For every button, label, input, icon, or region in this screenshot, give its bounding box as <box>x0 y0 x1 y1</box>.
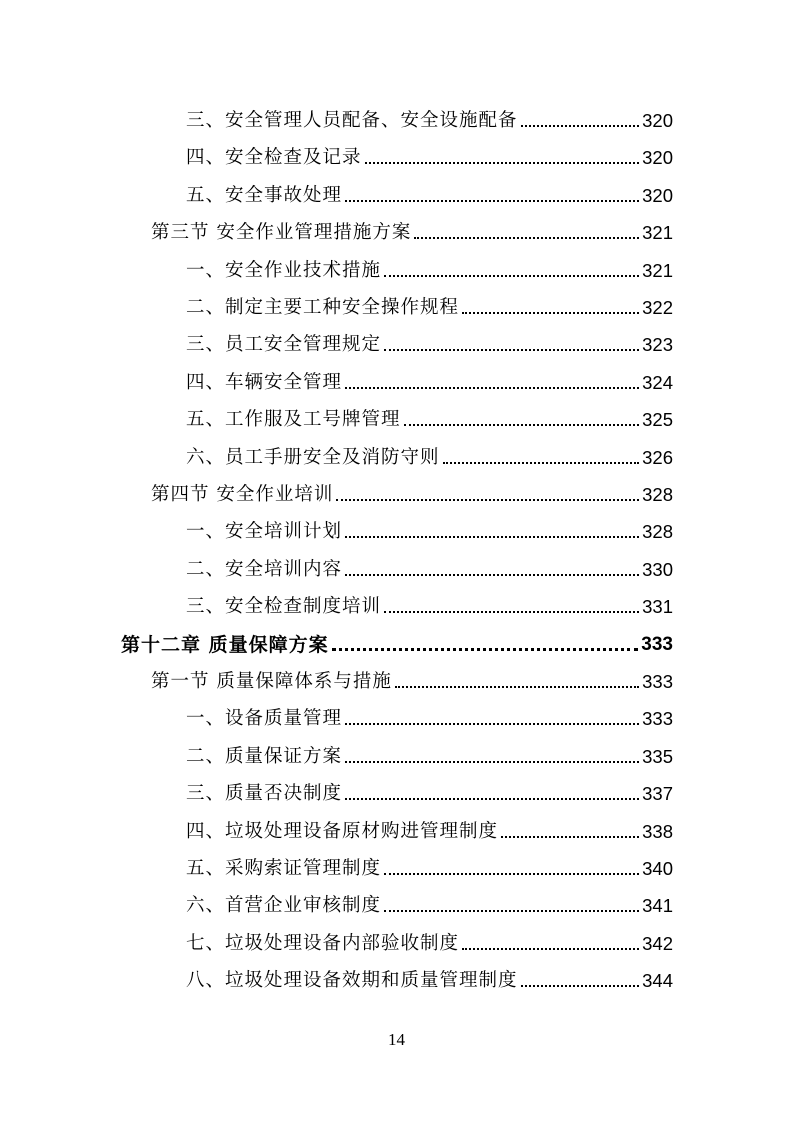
toc-leader-dots <box>345 761 639 763</box>
toc-entry-page: 326 <box>642 446 673 468</box>
toc-entry-label: 二、质量保证方案 <box>186 745 343 767</box>
toc-entry-label: 第四节 安全作业培训 <box>151 484 334 505</box>
toc-section-entry[interactable] <box>151 664 673 694</box>
toc-leader-dots <box>414 237 639 239</box>
toc-leader-dots <box>384 873 639 875</box>
toc-item-entry[interactable] <box>186 926 673 956</box>
toc-entry-label: 六、员工手册安全及消防守则 <box>186 446 440 468</box>
toc-entry-page: 320 <box>642 184 673 206</box>
toc-leader-dots <box>395 686 639 688</box>
toc-item-entry[interactable] <box>186 103 673 133</box>
toc-leader-dots <box>345 536 639 538</box>
toc-entry-page: 320 <box>642 110 673 131</box>
toc-item-entry[interactable] <box>186 253 673 283</box>
toc-entry-page: 340 <box>642 858 673 879</box>
toc-item-entry[interactable] <box>186 589 673 619</box>
toc-entry-label: 三、员工安全管理规定 <box>186 334 382 356</box>
toc-entry-page: 321 <box>642 259 673 281</box>
toc-entry-label: 六、首营企业审核制度 <box>186 895 382 917</box>
toc-item-entry[interactable] <box>186 851 673 881</box>
toc-entry-page: 325 <box>642 409 673 431</box>
toc-item-entry[interactable] <box>186 776 673 806</box>
toc-entry-page: 331 <box>642 596 673 618</box>
toc-entry-label: 第三节 安全作业管理措施方案 <box>151 222 412 244</box>
toc-leader-dots <box>345 387 639 389</box>
toc-entry-label: 八、垃圾处理设备效期和质量管理制度 <box>186 970 518 992</box>
toc-entry-page: 333 <box>641 633 673 655</box>
toc-leader-dots <box>443 462 640 464</box>
toc-entry-label: 二、制定主要工种安全操作规程 <box>186 297 460 318</box>
toc-section-entry[interactable] <box>151 215 673 245</box>
toc-entry-label: 三、安全检查制度培训 <box>186 596 382 618</box>
toc-entry-label: 五、工作服及工号牌管理 <box>186 409 401 431</box>
toc-entry-page: 341 <box>642 895 673 917</box>
toc-chapter-entry[interactable] <box>121 627 673 657</box>
toc-leader-dots <box>345 574 639 576</box>
toc-leader-dots <box>404 424 640 426</box>
toc-entry-page: 344 <box>642 970 673 992</box>
toc-entry-page: 333 <box>642 708 673 730</box>
toc-item-entry[interactable] <box>186 327 673 357</box>
toc-leader-dots <box>384 275 639 277</box>
toc-item-entry[interactable] <box>186 814 673 844</box>
toc-item-entry[interactable] <box>186 365 673 395</box>
toc-item-entry[interactable] <box>186 290 673 320</box>
toc-leader-dots <box>345 200 639 202</box>
toc-item-entry[interactable] <box>186 888 673 918</box>
toc-item-entry[interactable] <box>186 739 673 769</box>
toc-entry-label: 二、安全培训内容 <box>186 558 343 580</box>
toc-entry-page: 330 <box>642 558 673 580</box>
toc-leader-dots <box>332 648 639 651</box>
toc-item-entry[interactable] <box>186 440 673 470</box>
toc-entry-label: 四、安全检查及记录 <box>186 147 362 169</box>
toc-entry-label: 五、采购索证管理制度 <box>186 858 382 879</box>
toc-entry-label: 五、安全事故处理 <box>186 184 343 206</box>
toc-leader-dots <box>521 985 640 987</box>
toc-leader-dots <box>462 312 639 314</box>
toc-entry-page: 335 <box>642 745 673 767</box>
toc-entry-label: 一、安全培训计划 <box>186 521 343 543</box>
toc-leader-dots <box>384 910 639 912</box>
toc-leader-dots <box>384 349 639 351</box>
toc-leader-dots <box>336 499 639 501</box>
toc-entry-page: 321 <box>642 222 673 244</box>
toc-item-entry[interactable] <box>186 552 673 582</box>
toc-item-entry[interactable] <box>186 963 673 993</box>
page-number: 14 <box>388 1030 405 1049</box>
toc-entry-page: 342 <box>642 932 673 954</box>
toc-item-entry[interactable] <box>186 178 673 208</box>
toc-leader-dots <box>384 611 639 613</box>
toc-leader-dots <box>345 723 639 725</box>
toc-item-entry[interactable] <box>186 140 673 170</box>
toc-entry-page: 333 <box>642 671 673 692</box>
toc-item-entry[interactable] <box>186 402 673 432</box>
toc-entry-label: 第一节 质量保障体系与措施 <box>151 671 392 692</box>
toc-entry-page: 328 <box>642 521 673 543</box>
toc-leader-dots <box>365 162 640 164</box>
toc-entry-page: 320 <box>642 147 673 169</box>
toc-entry-label: 三、安全管理人员配备、安全设施配备 <box>186 110 518 131</box>
toc-entry-page: 338 <box>642 820 673 842</box>
toc-entry-page: 322 <box>642 297 673 318</box>
toc-leader-dots <box>462 948 639 950</box>
toc-entry-label: 一、安全作业技术措施 <box>186 259 382 281</box>
toc-entry-label: 三、质量否决制度 <box>186 783 343 805</box>
toc-leader-dots <box>521 125 640 127</box>
toc-entry-page: 337 <box>642 783 673 805</box>
toc-entry-label: 一、设备质量管理 <box>186 708 343 730</box>
toc-entry-page: 328 <box>642 484 673 505</box>
toc-entry-label: 第十二章 质量保障方案 <box>121 633 329 656</box>
toc-leader-dots <box>345 798 639 800</box>
toc-leader-dots <box>501 836 639 838</box>
toc-entry-page: 323 <box>642 334 673 356</box>
toc-entry-label: 四、车辆安全管理 <box>186 371 343 393</box>
toc-section-entry[interactable] <box>151 477 673 507</box>
toc-item-entry[interactable] <box>186 701 673 731</box>
toc-entry-page: 324 <box>642 371 673 393</box>
toc-entry-label: 四、垃圾处理设备原材购进管理制度 <box>186 820 499 842</box>
toc-item-entry[interactable] <box>186 514 673 544</box>
toc-entry-label: 七、垃圾处理设备内部验收制度 <box>186 932 460 954</box>
